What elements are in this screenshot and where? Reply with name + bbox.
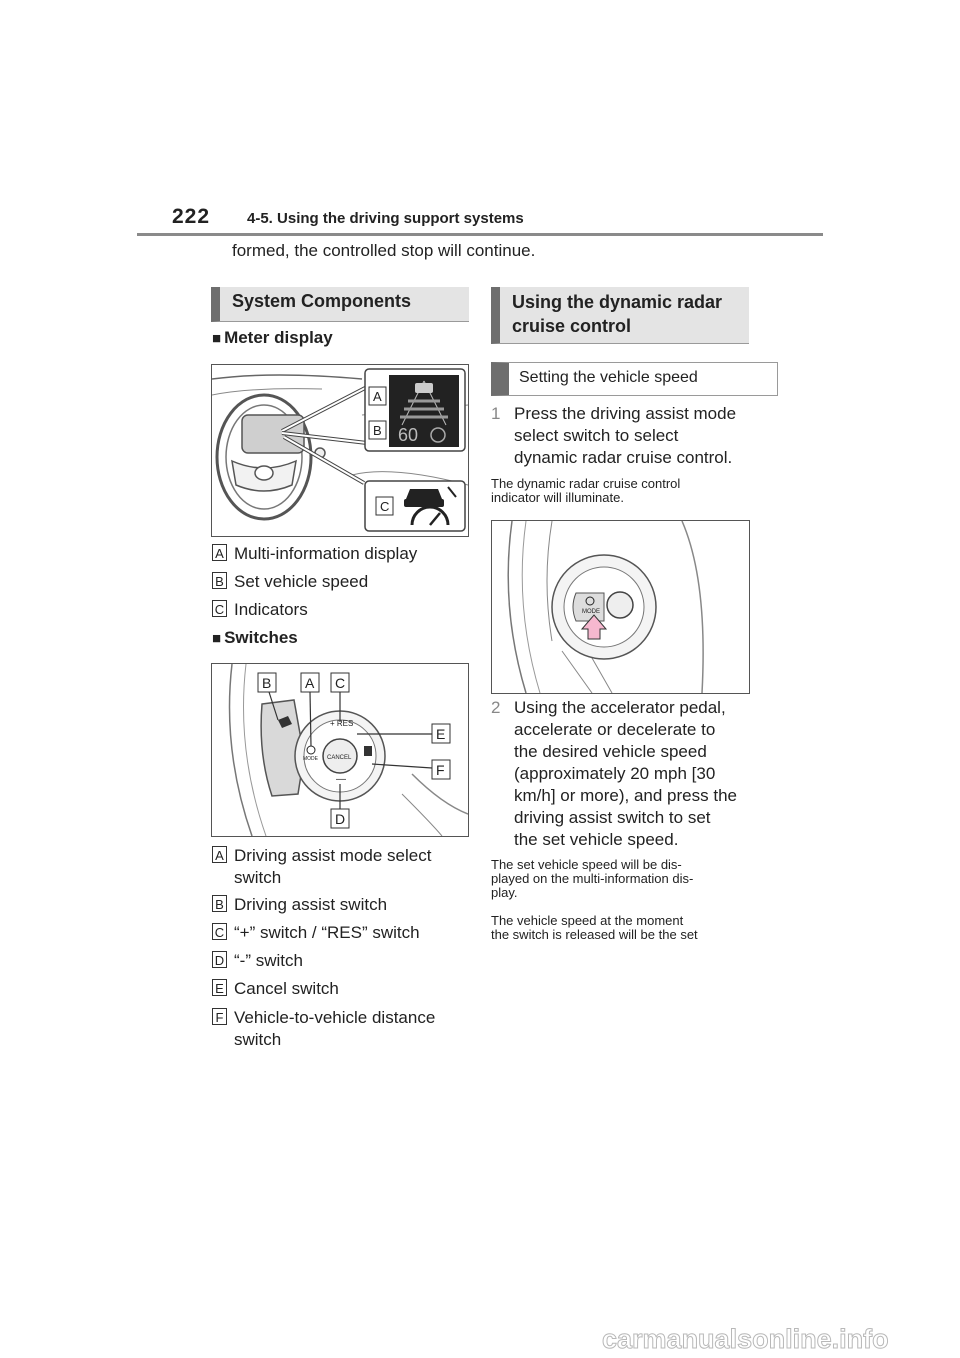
switches-title: Switches	[224, 628, 298, 647]
res-label: + RES	[330, 719, 354, 728]
note-indicator	[491, 477, 753, 505]
legend-tag: B	[212, 895, 227, 912]
square-bullet-icon: ■	[212, 630, 222, 647]
callout-f: F	[436, 762, 445, 778]
legend-tag: C	[212, 600, 227, 617]
section-title: 4-5. Using the driving support systems	[247, 210, 524, 227]
heading-line: cruise control	[512, 316, 632, 336]
note-line: The vehicle speed at the moment	[491, 913, 684, 928]
callout-b: B	[373, 423, 382, 438]
cancel-label: CANCEL	[327, 755, 352, 761]
steering-dashboard-illustration	[212, 365, 468, 536]
callout-a: A	[305, 675, 315, 691]
note-line: indicator will illuminate.	[491, 490, 624, 505]
legend-tag: E	[212, 979, 227, 996]
legend-text: switch	[234, 868, 282, 887]
legend-text: Indicators	[234, 600, 308, 619]
setting-speed-subheading: Setting the vehicle speed	[491, 362, 778, 396]
step-line: the set vehicle speed.	[514, 830, 679, 849]
legend-item	[212, 922, 462, 946]
legend-text: switch	[234, 1030, 282, 1049]
note-switch-release	[491, 914, 753, 942]
legend-text: “-” switch	[234, 951, 303, 970]
watermark	[600, 1318, 956, 1356]
step-2	[491, 697, 756, 853]
legend-text: Set vehicle speed	[234, 572, 369, 591]
mode-switch-figure	[491, 520, 750, 694]
note-line: play.	[491, 885, 518, 900]
switches-figure	[211, 663, 469, 837]
heading-line: Using the dynamic radar	[512, 292, 723, 312]
legend-item	[212, 543, 462, 567]
step-line: Using the accelerator pedal,	[514, 698, 726, 717]
meter-display-figure	[211, 364, 469, 537]
legend-tag: B	[212, 572, 227, 589]
legend-item	[212, 978, 462, 1002]
legend-text: Driving assist switch	[234, 895, 388, 914]
speed-readout: 60	[398, 425, 419, 445]
mode-label: MODE	[303, 756, 318, 762]
legend-text: Multi-information display	[234, 544, 418, 563]
callout-c: C	[335, 675, 346, 691]
legend-tag: C	[212, 923, 227, 940]
legend-text: “+” switch / “RES” switch	[234, 923, 420, 942]
continued-text: formed, the controlled stop will continue.	[232, 241, 536, 260]
step-line: km/h] or more), and press the	[514, 786, 737, 805]
page-number: 222	[172, 205, 211, 228]
callout-a: A	[373, 389, 382, 404]
legend-item	[212, 950, 462, 974]
callout-d: D	[335, 811, 346, 827]
legend-item	[212, 599, 462, 623]
callout-b: B	[262, 675, 272, 691]
step-line: (approximately 20 mph [30	[514, 764, 716, 783]
legend-text: Cancel switch	[234, 979, 339, 998]
step-text	[514, 697, 754, 851]
header-divider	[137, 233, 823, 236]
callout-c: C	[380, 499, 390, 514]
step-line: driving assist switch to set	[514, 808, 711, 827]
legend-tag: A	[212, 846, 227, 863]
step-number: 1	[491, 404, 501, 423]
legend-tag: A	[212, 544, 227, 561]
press-mode-switch-illustration	[492, 521, 749, 693]
step-line: select switch to select	[514, 426, 679, 445]
system-components-heading: System Components	[211, 287, 469, 322]
using-radar-cruise-heading	[491, 287, 749, 344]
step-line: dynamic radar cruise control.	[514, 448, 733, 467]
step-number: 2	[491, 698, 501, 717]
callout-e: E	[436, 726, 446, 742]
legend-item	[212, 845, 462, 891]
watermark-text: carmanualsonline.info	[602, 1324, 889, 1354]
step-1	[491, 403, 756, 473]
legend-item	[212, 571, 462, 595]
note-line: The dynamic radar cruise control	[491, 476, 681, 491]
note-set-speed-display	[491, 858, 753, 900]
mode-label: MODE	[582, 609, 600, 615]
legend-tag: F	[212, 1008, 227, 1025]
distance-switch-icon	[364, 746, 372, 756]
legend-text: Driving assist mode select	[234, 846, 432, 865]
legend-item	[212, 894, 462, 918]
step-line: Press the driving assist mode	[514, 404, 737, 423]
note-line: played on the multi-information dis-	[491, 871, 694, 886]
step-line: accelerate or decelerate to	[514, 720, 716, 739]
legend-tag: D	[212, 951, 227, 968]
meter-display-title: Meter display	[224, 328, 333, 347]
legend-item	[212, 1007, 462, 1053]
meter-display-heading	[212, 328, 333, 348]
minus-label: —	[336, 774, 346, 785]
step-text	[514, 403, 754, 469]
square-bullet-icon: ■	[212, 330, 222, 347]
note-line: The set vehicle speed will be dis-	[491, 857, 682, 872]
note-line: the switch is released will be the set	[491, 927, 698, 942]
legend-text: Vehicle-to-vehicle distance	[234, 1008, 436, 1027]
step-line: the desired vehicle speed	[514, 742, 707, 761]
switches-heading	[212, 628, 298, 648]
steering-switch-illustration	[212, 664, 468, 836]
